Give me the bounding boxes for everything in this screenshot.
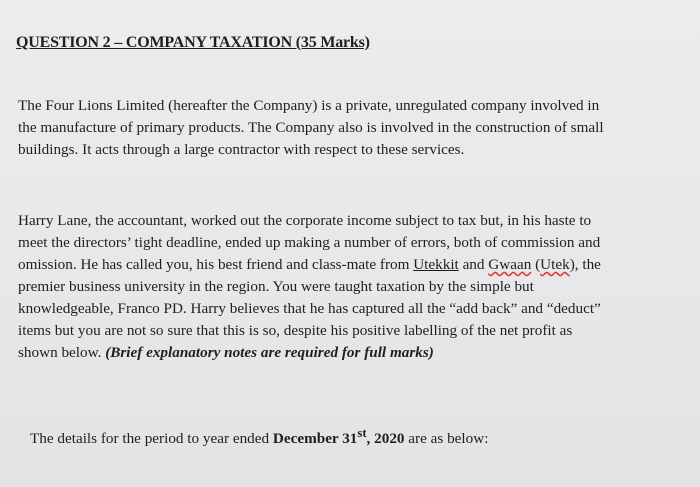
text-run: ( xyxy=(531,256,541,273)
explanatory-notes-instruction: (Brief explanatory notes are required for full marks) xyxy=(105,344,434,361)
ordinal-suffix: st xyxy=(357,426,367,440)
paragraph-line: Harry Lane, the accountant, worked out the corporate income subject to tax but, in his haste to xyxy=(18,212,592,229)
text-run: December 31 xyxy=(272,430,358,448)
text-run: The details for the period to year ended xyxy=(30,430,273,448)
scenario-paragraph xyxy=(18,210,601,364)
paragraph-line: the manufacture of primary products. The Company also is involved in the construction of small xyxy=(18,119,604,136)
company-description-paragraph xyxy=(18,95,604,161)
paragraph-line xyxy=(18,342,601,364)
text-run: shown below. xyxy=(18,344,106,361)
paragraph-line: meet the directors’ tight deadline, ended up making a number of errors, both of commission and xyxy=(18,234,601,251)
text-run: ), the xyxy=(569,256,601,273)
paragraph-line: premier business university in the region. You were taught taxation by the simple but xyxy=(18,278,534,295)
university-name-part2: Gwaan xyxy=(488,256,532,273)
paragraph-line: items but you are not so sure that this is so, despite his positive labelling of the net profit as xyxy=(18,322,573,339)
details-intro xyxy=(30,426,488,448)
year-end-date xyxy=(272,426,405,448)
paragraph-line xyxy=(18,254,601,276)
university-name-part1: Utekkit xyxy=(413,256,459,273)
paragraph-line: knowledgeable, Franco PD. Harry believes that he has captured all the “add back” and “deduct” xyxy=(18,300,601,317)
question-heading: QUESTION 2 – COMPANY TAXATION (35 Marks) xyxy=(16,34,370,51)
text-run: and xyxy=(458,256,489,273)
paragraph-line: The Four Lions Limited (hereafter the Company) is a private, unregulated company involved in xyxy=(18,97,600,114)
paragraph-line: buildings. It acts through a large contractor with respect to these services. xyxy=(18,141,465,158)
text-run: , 2020 xyxy=(366,430,405,448)
text-run: are as below: xyxy=(404,430,489,448)
text-run: omission. He has called you, his best friend and class-mate from xyxy=(18,256,414,273)
university-abbreviation: Utek xyxy=(540,256,570,273)
